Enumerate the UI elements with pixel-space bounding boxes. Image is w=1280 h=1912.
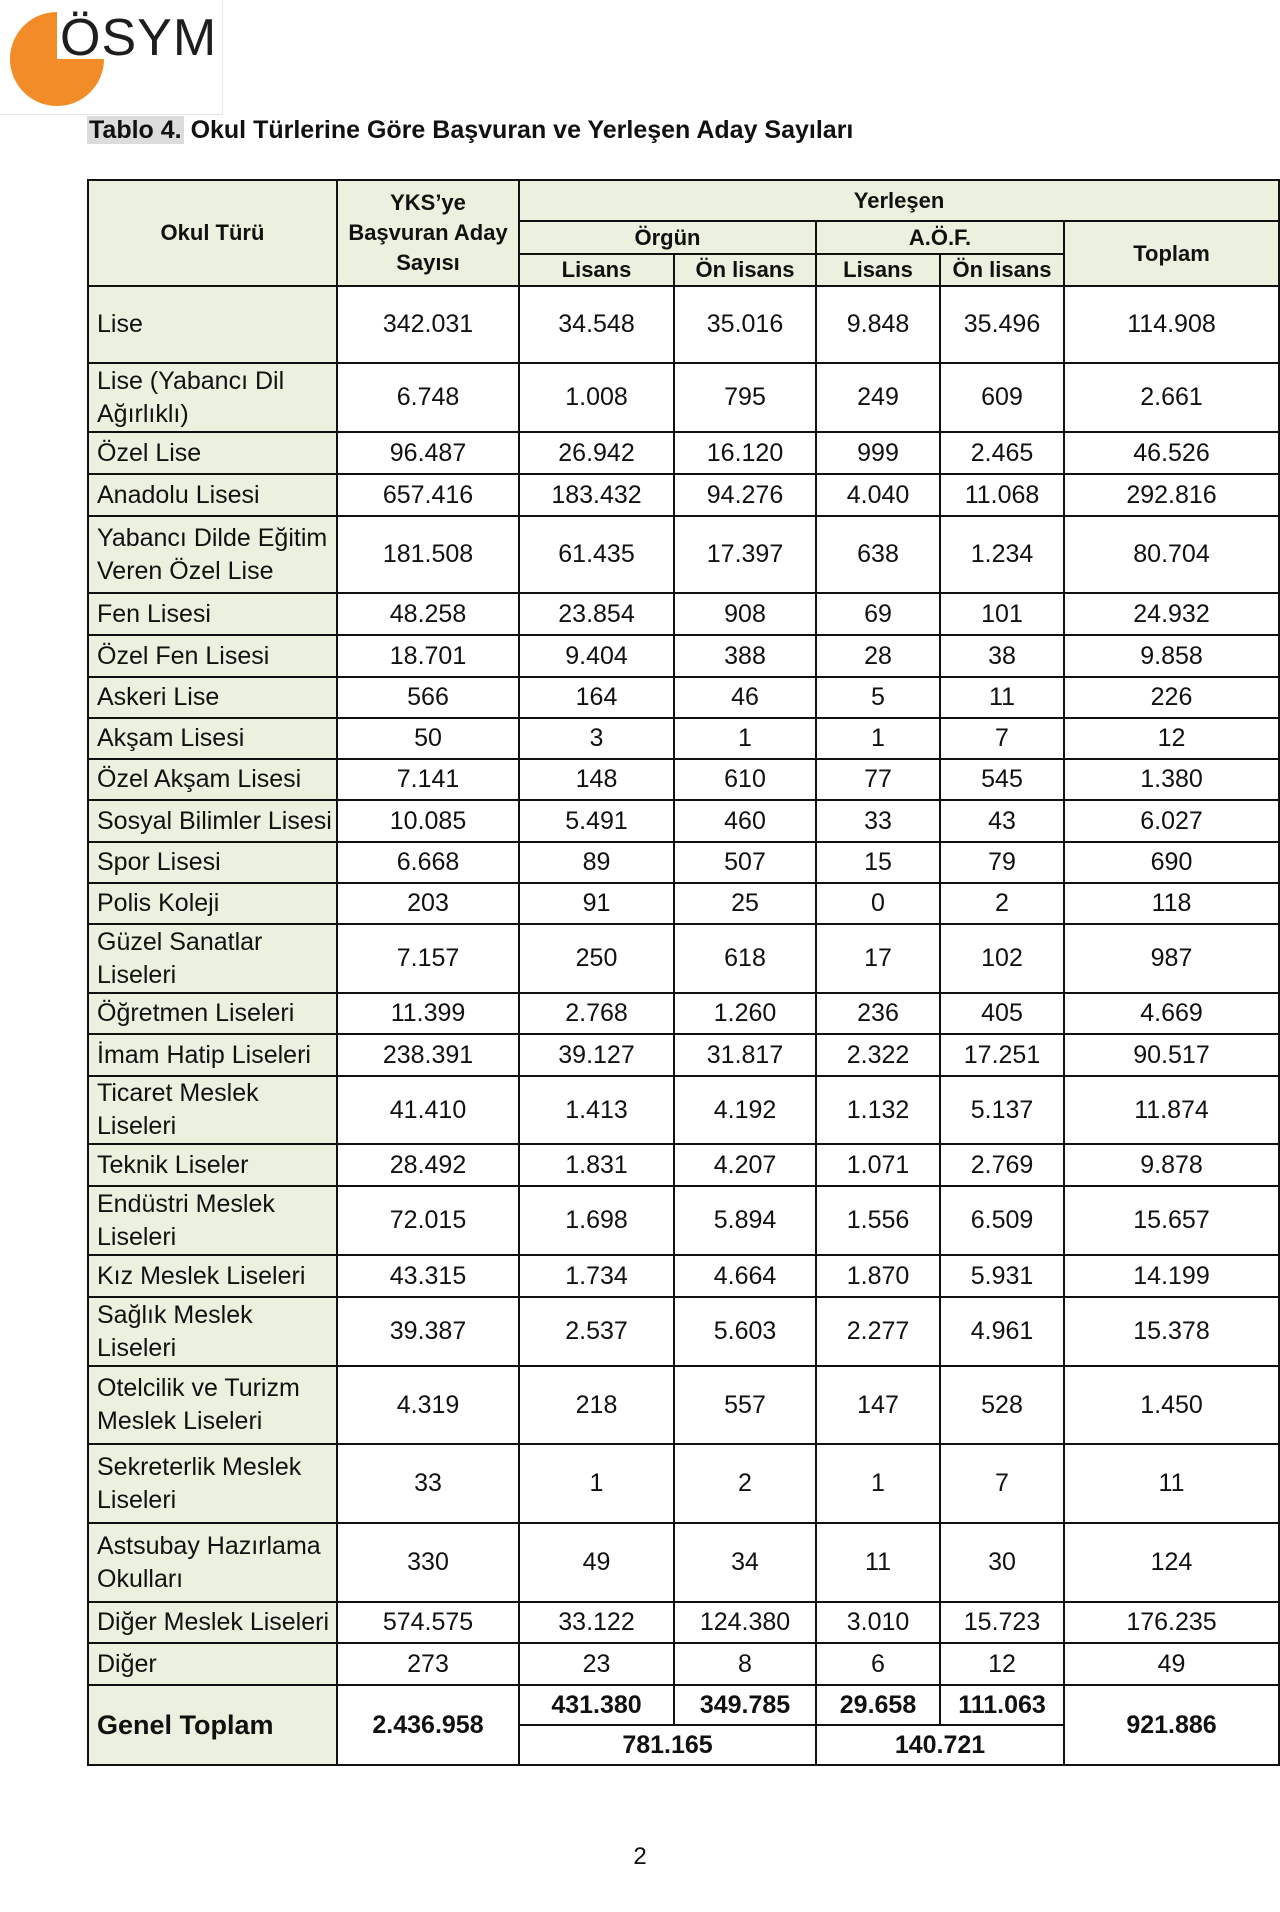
table-body — [88, 286, 1279, 1685]
cell-orgun-onlisans: 25 — [674, 883, 816, 924]
table-row — [88, 286, 1279, 363]
cell-orgun-lisans: 23.854 — [519, 593, 674, 635]
cell-aof-lisans: 11 — [816, 1523, 940, 1602]
cell-orgun-lisans: 148 — [519, 759, 674, 800]
header-aof: A.Ö.F. — [816, 221, 1064, 254]
header-aof-lisans: Lisans — [816, 254, 940, 286]
logo-text: ÖSYM — [60, 9, 218, 67]
table-row — [88, 1444, 1279, 1523]
cell-aof-lisans: 17 — [816, 924, 940, 993]
cell-aof-onlisans: 5.931 — [940, 1255, 1064, 1297]
cell-aof-lisans: 28 — [816, 635, 940, 677]
cell-toplam: 15.657 — [1064, 1186, 1279, 1255]
cell-orgun-onlisans: 1.260 — [674, 993, 816, 1034]
table-row — [88, 718, 1279, 759]
table-row — [88, 993, 1279, 1034]
cell-orgun-lisans: 26.942 — [519, 432, 674, 474]
row-label: Astsubay Hazırlama Okulları — [88, 1523, 337, 1602]
cell-basvuran: 50 — [337, 718, 519, 759]
cell-orgun-lisans: 5.491 — [519, 800, 674, 842]
cell-basvuran: 28.492 — [337, 1144, 519, 1186]
cell-aof-onlisans: 2.769 — [940, 1144, 1064, 1186]
cell-basvuran: 273 — [337, 1643, 519, 1685]
cell-orgun-onlisans: 35.016 — [674, 286, 816, 363]
table-row — [88, 883, 1279, 924]
cell-basvuran: 342.031 — [337, 286, 519, 363]
row-label: Lise — [88, 286, 337, 363]
cell-aof-onlisans: 35.496 — [940, 286, 1064, 363]
cell-toplam: 11.874 — [1064, 1076, 1279, 1144]
cell-toplam: 987 — [1064, 924, 1279, 993]
cell-aof-onlisans: 43 — [940, 800, 1064, 842]
row-label: Askeri Lise — [88, 677, 337, 718]
table-row — [88, 800, 1279, 842]
cell-orgun-lisans: 33.122 — [519, 1602, 674, 1643]
cell-aof-lisans: 33 — [816, 800, 940, 842]
row-label: Polis Koleji — [88, 883, 337, 924]
cell-aof-onlisans: 79 — [940, 842, 1064, 883]
total-orgun-onlisans: 349.785 — [674, 1685, 816, 1725]
cell-orgun-lisans: 1.008 — [519, 363, 674, 432]
cell-aof-onlisans: 405 — [940, 993, 1064, 1034]
cell-basvuran: 181.508 — [337, 516, 519, 593]
cell-aof-lisans: 1 — [816, 1444, 940, 1523]
table-row — [88, 1366, 1279, 1444]
cell-basvuran: 7.141 — [337, 759, 519, 800]
table-title-text: Okul Türlerine Göre Başvuran ve Yerleşen Aday Sayıları — [190, 116, 854, 144]
total-toplam: 921.886 — [1064, 1685, 1279, 1765]
cell-aof-onlisans: 6.509 — [940, 1186, 1064, 1255]
table-row — [88, 1076, 1279, 1144]
table-row — [88, 1602, 1279, 1643]
cell-basvuran: 566 — [337, 677, 519, 718]
table-row — [88, 1297, 1279, 1366]
osym-logo — [0, 0, 223, 115]
header-orgun-lisans: Lisans — [519, 254, 674, 286]
cell-toplam: 4.669 — [1064, 993, 1279, 1034]
cell-aof-lisans: 77 — [816, 759, 940, 800]
cell-orgun-lisans: 1.698 — [519, 1186, 674, 1255]
cell-orgun-lisans: 49 — [519, 1523, 674, 1602]
row-label: Lise (Yabancı Dil Ağırlıklı) — [88, 363, 337, 432]
table-row — [88, 635, 1279, 677]
table-row — [88, 1523, 1279, 1602]
cell-orgun-lisans: 1 — [519, 1444, 674, 1523]
cell-orgun-lisans: 2.768 — [519, 993, 674, 1034]
header-basvuran — [337, 180, 519, 286]
cell-basvuran: 7.157 — [337, 924, 519, 993]
cell-orgun-lisans: 3 — [519, 718, 674, 759]
cell-orgun-onlisans: 46 — [674, 677, 816, 718]
cell-basvuran: 33 — [337, 1444, 519, 1523]
cell-orgun-onlisans: 4.207 — [674, 1144, 816, 1186]
cell-basvuran: 48.258 — [337, 593, 519, 635]
row-label: Diğer — [88, 1643, 337, 1685]
cell-orgun-onlisans: 557 — [674, 1366, 816, 1444]
cell-basvuran: 41.410 — [337, 1076, 519, 1144]
cell-orgun-onlisans: 1 — [674, 718, 816, 759]
table-title — [87, 116, 853, 145]
cell-aof-lisans: 1.556 — [816, 1186, 940, 1255]
header-toplam: Toplam — [1064, 221, 1279, 286]
total-row-label: Genel Toplam — [88, 1685, 337, 1765]
row-label: Diğer Meslek Liseleri — [88, 1602, 337, 1643]
cell-toplam: 2.661 — [1064, 363, 1279, 432]
table-row — [88, 924, 1279, 993]
cell-basvuran: 18.701 — [337, 635, 519, 677]
cell-aof-lisans: 638 — [816, 516, 940, 593]
cell-basvuran: 6.668 — [337, 842, 519, 883]
cell-orgun-lisans: 1.413 — [519, 1076, 674, 1144]
cell-orgun-lisans: 183.432 — [519, 474, 674, 516]
table-row — [88, 842, 1279, 883]
cell-orgun-lisans: 9.404 — [519, 635, 674, 677]
table-row — [88, 363, 1279, 432]
cell-aof-lisans: 6 — [816, 1643, 940, 1685]
cell-orgun-onlisans: 94.276 — [674, 474, 816, 516]
page-number: 2 — [633, 1843, 647, 1870]
cell-aof-lisans: 15 — [816, 842, 940, 883]
cell-toplam: 1.450 — [1064, 1366, 1279, 1444]
cell-orgun-onlisans: 4.192 — [674, 1076, 816, 1144]
cell-basvuran: 43.315 — [337, 1255, 519, 1297]
total-orgun-lisans: 431.380 — [519, 1685, 674, 1725]
cell-aof-onlisans: 30 — [940, 1523, 1064, 1602]
cell-basvuran: 96.487 — [337, 432, 519, 474]
table-row — [88, 1186, 1279, 1255]
cell-orgun-lisans: 91 — [519, 883, 674, 924]
row-label: Özel Lise — [88, 432, 337, 474]
cell-toplam: 6.027 — [1064, 800, 1279, 842]
cell-aof-onlisans: 2 — [940, 883, 1064, 924]
row-label: Özel Akşam Lisesi — [88, 759, 337, 800]
cell-orgun-onlisans: 5.894 — [674, 1186, 816, 1255]
total-aof-onlisans: 111.063 — [940, 1685, 1064, 1725]
row-label: Ticaret Meslek Liseleri — [88, 1076, 337, 1144]
cell-aof-onlisans: 609 — [940, 363, 1064, 432]
row-label: Sosyal Bilimler Lisesi — [88, 800, 337, 842]
header-basvuran-line3: Sayısı — [396, 250, 460, 275]
cell-orgun-onlisans: 34 — [674, 1523, 816, 1602]
table-row — [88, 432, 1279, 474]
cell-aof-lisans: 0 — [816, 883, 940, 924]
cell-aof-lisans: 999 — [816, 432, 940, 474]
row-label: Sağlık Meslek Liseleri — [88, 1297, 337, 1366]
header-aof-onlisans: Ön lisans — [940, 254, 1064, 286]
row-label: Sekreterlik Meslek Liseleri — [88, 1444, 337, 1523]
total-orgun: 781.165 — [519, 1725, 816, 1765]
row-label: Akşam Lisesi — [88, 718, 337, 759]
cell-aof-lisans: 4.040 — [816, 474, 940, 516]
cell-orgun-onlisans: 507 — [674, 842, 816, 883]
row-label: Endüstri Meslek Liseleri — [88, 1186, 337, 1255]
cell-aof-onlisans: 2.465 — [940, 432, 1064, 474]
cell-aof-lisans: 1 — [816, 718, 940, 759]
cell-orgun-onlisans: 17.397 — [674, 516, 816, 593]
table-total — [88, 1685, 1279, 1765]
cell-toplam: 1.380 — [1064, 759, 1279, 800]
row-label: Otelcilik ve Turizm Meslek Liseleri — [88, 1366, 337, 1444]
cell-orgun-lisans: 2.537 — [519, 1297, 674, 1366]
row-label: Fen Lisesi — [88, 593, 337, 635]
total-basvuran: 2.436.958 — [337, 1685, 519, 1765]
cell-aof-onlisans: 12 — [940, 1643, 1064, 1685]
cell-aof-lisans: 5 — [816, 677, 940, 718]
cell-aof-lisans: 2.322 — [816, 1034, 940, 1076]
cell-aof-onlisans: 11 — [940, 677, 1064, 718]
cell-aof-onlisans: 102 — [940, 924, 1064, 993]
cell-orgun-lisans: 250 — [519, 924, 674, 993]
table-row — [88, 677, 1279, 718]
cell-orgun-lisans: 1.831 — [519, 1144, 674, 1186]
cell-basvuran: 11.399 — [337, 993, 519, 1034]
cell-orgun-onlisans: 460 — [674, 800, 816, 842]
cell-orgun-lisans: 218 — [519, 1366, 674, 1444]
cell-orgun-onlisans: 4.664 — [674, 1255, 816, 1297]
cell-toplam: 24.932 — [1064, 593, 1279, 635]
cell-basvuran: 4.319 — [337, 1366, 519, 1444]
header-basvuran-line1: YKS’ye — [390, 190, 466, 215]
table-row — [88, 516, 1279, 593]
table-row — [88, 1144, 1279, 1186]
cell-aof-onlisans: 528 — [940, 1366, 1064, 1444]
cell-aof-onlisans: 5.137 — [940, 1076, 1064, 1144]
cell-orgun-onlisans: 795 — [674, 363, 816, 432]
cell-basvuran: 574.575 — [337, 1602, 519, 1643]
cell-aof-lisans: 1.071 — [816, 1144, 940, 1186]
cell-basvuran: 72.015 — [337, 1186, 519, 1255]
cell-orgun-onlisans: 5.603 — [674, 1297, 816, 1366]
cell-aof-onlisans: 101 — [940, 593, 1064, 635]
cell-aof-onlisans: 15.723 — [940, 1602, 1064, 1643]
cell-toplam: 114.908 — [1064, 286, 1279, 363]
table-row — [88, 1034, 1279, 1076]
cell-aof-onlisans: 38 — [940, 635, 1064, 677]
cell-orgun-onlisans: 2 — [674, 1444, 816, 1523]
cell-toplam: 226 — [1064, 677, 1279, 718]
row-label: Güzel Sanatlar Liseleri — [88, 924, 337, 993]
cell-basvuran: 10.085 — [337, 800, 519, 842]
placement-table — [87, 179, 1280, 1766]
cell-aof-onlisans: 7 — [940, 1444, 1064, 1523]
cell-toplam: 292.816 — [1064, 474, 1279, 516]
cell-toplam: 124 — [1064, 1523, 1279, 1602]
cell-aof-lisans: 2.277 — [816, 1297, 940, 1366]
cell-toplam: 118 — [1064, 883, 1279, 924]
cell-aof-lisans: 69 — [816, 593, 940, 635]
cell-basvuran: 6.748 — [337, 363, 519, 432]
cell-orgun-onlisans: 8 — [674, 1643, 816, 1685]
cell-aof-onlisans: 7 — [940, 718, 1064, 759]
total-aof-lisans: 29.658 — [816, 1685, 940, 1725]
cell-orgun-lisans: 61.435 — [519, 516, 674, 593]
cell-orgun-lisans: 89 — [519, 842, 674, 883]
cell-aof-onlisans: 545 — [940, 759, 1064, 800]
cell-toplam: 11 — [1064, 1444, 1279, 1523]
cell-orgun-lisans: 164 — [519, 677, 674, 718]
cell-toplam: 690 — [1064, 842, 1279, 883]
header-orgun-onlisans: Ön lisans — [674, 254, 816, 286]
cell-toplam: 46.526 — [1064, 432, 1279, 474]
cell-toplam: 14.199 — [1064, 1255, 1279, 1297]
row-label: Yabancı Dilde Eğitim Veren Özel Lise — [88, 516, 337, 593]
cell-orgun-lisans: 23 — [519, 1643, 674, 1685]
row-label: Kız Meslek Liseleri — [88, 1255, 337, 1297]
total-aof: 140.721 — [816, 1725, 1064, 1765]
header-orgun: Örgün — [519, 221, 816, 254]
cell-aof-lisans: 249 — [816, 363, 940, 432]
cell-aof-lisans: 1.870 — [816, 1255, 940, 1297]
cell-orgun-lisans: 1.734 — [519, 1255, 674, 1297]
cell-toplam: 15.378 — [1064, 1297, 1279, 1366]
cell-toplam: 80.704 — [1064, 516, 1279, 593]
row-label: Öğretmen Liseleri — [88, 993, 337, 1034]
cell-aof-lisans: 147 — [816, 1366, 940, 1444]
table-row — [88, 1255, 1279, 1297]
cell-toplam: 90.517 — [1064, 1034, 1279, 1076]
cell-aof-onlisans: 17.251 — [940, 1034, 1064, 1076]
cell-orgun-lisans: 39.127 — [519, 1034, 674, 1076]
row-label: Spor Lisesi — [88, 842, 337, 883]
cell-toplam: 9.878 — [1064, 1144, 1279, 1186]
table-row — [88, 474, 1279, 516]
cell-toplam: 12 — [1064, 718, 1279, 759]
cell-orgun-onlisans: 610 — [674, 759, 816, 800]
header-yerlesen: Yerleşen — [519, 180, 1279, 221]
row-label: Anadolu Lisesi — [88, 474, 337, 516]
table-row — [88, 1643, 1279, 1685]
cell-orgun-onlisans: 16.120 — [674, 432, 816, 474]
cell-aof-lisans: 9.848 — [816, 286, 940, 363]
cell-basvuran: 238.391 — [337, 1034, 519, 1076]
header-basvuran-line2: Başvuran Aday — [348, 220, 508, 245]
table-row — [88, 593, 1279, 635]
cell-orgun-onlisans: 618 — [674, 924, 816, 993]
row-label: Özel Fen Lisesi — [88, 635, 337, 677]
cell-aof-onlisans: 1.234 — [940, 516, 1064, 593]
cell-aof-lisans: 1.132 — [816, 1076, 940, 1144]
cell-aof-lisans: 236 — [816, 993, 940, 1034]
cell-toplam: 9.858 — [1064, 635, 1279, 677]
cell-basvuran: 203 — [337, 883, 519, 924]
cell-basvuran: 657.416 — [337, 474, 519, 516]
header-okul-turu: Okul Türü — [88, 180, 337, 286]
cell-orgun-onlisans: 388 — [674, 635, 816, 677]
cell-toplam: 49 — [1064, 1643, 1279, 1685]
cell-orgun-onlisans: 124.380 — [674, 1602, 816, 1643]
cell-aof-onlisans: 4.961 — [940, 1297, 1064, 1366]
table-number-label: Tablo 4. — [89, 116, 182, 144]
cell-orgun-lisans: 34.548 — [519, 286, 674, 363]
cell-aof-onlisans: 11.068 — [940, 474, 1064, 516]
cell-orgun-onlisans: 908 — [674, 593, 816, 635]
cell-basvuran: 39.387 — [337, 1297, 519, 1366]
cell-aof-lisans: 3.010 — [816, 1602, 940, 1643]
row-label: İmam Hatip Liseleri — [88, 1034, 337, 1076]
cell-toplam: 176.235 — [1064, 1602, 1279, 1643]
cell-orgun-onlisans: 31.817 — [674, 1034, 816, 1076]
cell-basvuran: 330 — [337, 1523, 519, 1602]
row-label: Teknik Liseler — [88, 1144, 337, 1186]
table-row — [88, 759, 1279, 800]
